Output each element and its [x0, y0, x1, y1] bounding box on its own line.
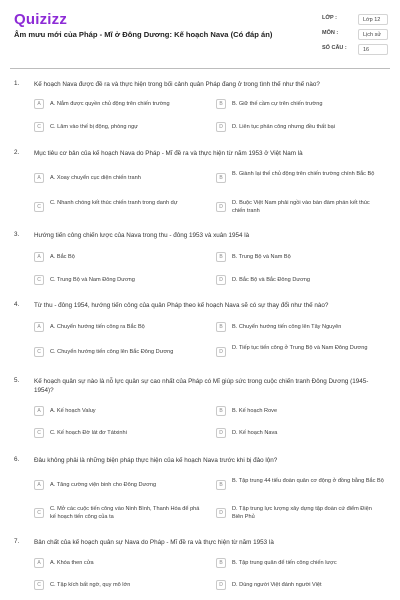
meta-subject-label: MÔN :: [322, 30, 339, 36]
meta-count-label: SỐ CÂU :: [322, 45, 347, 51]
option-letter-box: B: [216, 322, 226, 332]
option-letter-box: C: [34, 275, 44, 285]
option-text: D. Kế hoạch Nava: [232, 430, 278, 436]
question-number: 7.: [14, 538, 20, 545]
question-text: Kế hoạch Nava được đề ra và thực hiện trong bối cảnh quân Pháp đang ở trong tình thế như thế nào?: [34, 81, 320, 88]
option-text: D. Buộc Việt Nam phải ngồi vào bàn đàm phán kết thúc chiến tranh: [232, 200, 370, 214]
option-letter-box: A: [34, 173, 44, 183]
option-letter-box: B: [216, 173, 226, 183]
question-text: Đâu không phải là những biện pháp thực hiện của kế hoạch Nava trước khi bị đảo lộn?: [34, 457, 278, 464]
option-letter-box: D: [216, 580, 226, 590]
quizizz-logo: Quizizz: [14, 11, 68, 28]
option-letter-box: C: [34, 580, 44, 590]
option-text: D. Tiếp tục tiến công ở Trung Bộ và Nam Đông Dương: [232, 345, 368, 351]
option-letter-box: B: [216, 480, 226, 490]
option-text: C. Mở các cuộc tiến công vào Ninh Bình, Thanh Hóa để phá kế hoạch tiến công của ta: [50, 506, 200, 520]
option-text: D. Tập trung lực lượng xây dựng tập đoàn cứ điểm Điện Biên Phủ: [232, 506, 372, 520]
option-text: C. Kế hoạch Đờ lát đơ Tátxinhi: [50, 430, 127, 436]
question-number: 3.: [14, 231, 20, 238]
option-letter-box: A: [34, 99, 44, 109]
worksheet-title: Âm mưu mới của Pháp - Mĩ ở Đông Dương: Kế hoạch Nava (Có đáp án): [14, 30, 273, 39]
option-letter-box: A: [34, 406, 44, 416]
worksheet-header: [0, 0, 400, 70]
meta-count-value: 16: [358, 44, 388, 55]
option-text: C. Nhanh chóng kết thúc chiến tranh trong danh dự: [50, 200, 178, 206]
option-text: C. Chuyển hướng tiến công lên Bắc Đông Dương: [50, 349, 174, 355]
option-text: C. Trung Bộ và Nam Đông Dương: [50, 277, 135, 283]
meta-class: [322, 14, 390, 26]
option-text: A. Kế hoạch Valuy: [50, 408, 96, 414]
option-text: D. Bắc Bộ và Bắc Đông Dương: [232, 277, 310, 283]
meta-subject: [322, 29, 390, 41]
option-text: B. Trung Bộ và Nam Bộ: [232, 254, 291, 260]
option-letter-box: C: [34, 202, 44, 212]
option-letter-box: D: [216, 275, 226, 285]
option-text: A. Nắm được quyền chủ động trên chiến trường: [50, 101, 170, 107]
option-letter-box: D: [216, 508, 226, 518]
question-text: Hướng tiến công chiến lược của Nava trong thu - đông 1953 và xuân 1954 là: [34, 232, 250, 239]
option-text: A. Tăng cường viện binh cho Đông Dương: [50, 482, 157, 488]
question-text: Từ thu - đông 1954, hướng tiến công của quân Pháp theo kế hoạch Nava sẽ có sự thay đổi như thế nào?: [34, 302, 329, 309]
option-letter-box: D: [216, 347, 226, 357]
meta-question-count: [322, 44, 390, 56]
meta-subject-value: Lịch sử: [358, 29, 388, 40]
option-letter-box: D: [216, 202, 226, 212]
option-letter-box: A: [34, 322, 44, 332]
question-text: Mục tiêu cơ bản của kế hoạch Nava do Pháp - Mĩ đề ra và thực hiện từ năm 1953 ở Việt Nam là: [34, 150, 303, 157]
option-letter-box: B: [216, 252, 226, 262]
option-letter-box: D: [216, 428, 226, 438]
option-letter-box: C: [34, 508, 44, 518]
option-text: B. Chuyển hướng tiến công lên Tây Nguyên: [232, 324, 342, 330]
question-number: 4.: [14, 301, 20, 308]
question-text: Bản chất của kế hoạch quân sự Nava do Pháp - Mĩ đề ra và thực hiện từ năm 1953 là: [34, 539, 274, 546]
question-number: 6.: [14, 456, 20, 463]
option-letter-box: B: [216, 558, 226, 568]
question-number: 5.: [14, 377, 20, 384]
question-number: 2.: [14, 149, 20, 156]
option-text: B. Tập trung 44 tiểu đoàn quân cơ động ở đồng bằng Bắc Bộ: [232, 478, 384, 484]
option-text: C. Tập kích bất ngờ, quy mô lớn: [50, 582, 131, 588]
option-text: B. Tập trung quân để tiến công chiến lược: [232, 560, 337, 566]
option-letter-box: B: [216, 406, 226, 416]
option-text: A. Khóa then cửa: [50, 560, 94, 566]
option-text: D. Liên tục phản công nhưng đều thất bại: [232, 124, 335, 130]
option-text: A. Bắc Bộ: [50, 254, 75, 260]
option-letter-box: C: [34, 347, 44, 357]
meta-class-value: Lớp 12: [358, 14, 388, 25]
question-text: Kế hoạch quân sự nào là nỗ lực quân sự cao nhất của Pháp có Mĩ giúp sức trong cuộc chiến tranh Đông Dương (1945-1954)?: [34, 378, 369, 394]
option-letter-box: A: [34, 480, 44, 490]
option-letter-box: D: [216, 122, 226, 132]
meta-class-label: LỚP :: [322, 15, 337, 21]
option-letter-box: A: [34, 558, 44, 568]
option-letter-box: C: [34, 428, 44, 438]
option-letter-box: B: [216, 99, 226, 109]
header-divider: [10, 68, 390, 69]
option-text: B. Giành lại thế chủ động trên chiến trường chính Bắc Bộ: [232, 171, 375, 177]
option-text: B. Kế hoạch Rove: [232, 408, 278, 414]
option-text: A. Chuyển hướng tiến công ra Bắc Bộ: [50, 324, 145, 330]
option-letter-box: A: [34, 252, 44, 262]
option-text: C. Lâm vào thế bị động, phòng ngự: [50, 124, 139, 130]
option-text: A. Xoay chuyển cục diện chiến tranh: [50, 175, 141, 181]
option-text: B. Giữ thế cầm cự trên chiến trường: [232, 101, 323, 107]
question-number: 1.: [14, 80, 20, 87]
option-letter-box: C: [34, 122, 44, 132]
option-text: D. Dùng người Việt đánh người Việt: [232, 582, 322, 588]
